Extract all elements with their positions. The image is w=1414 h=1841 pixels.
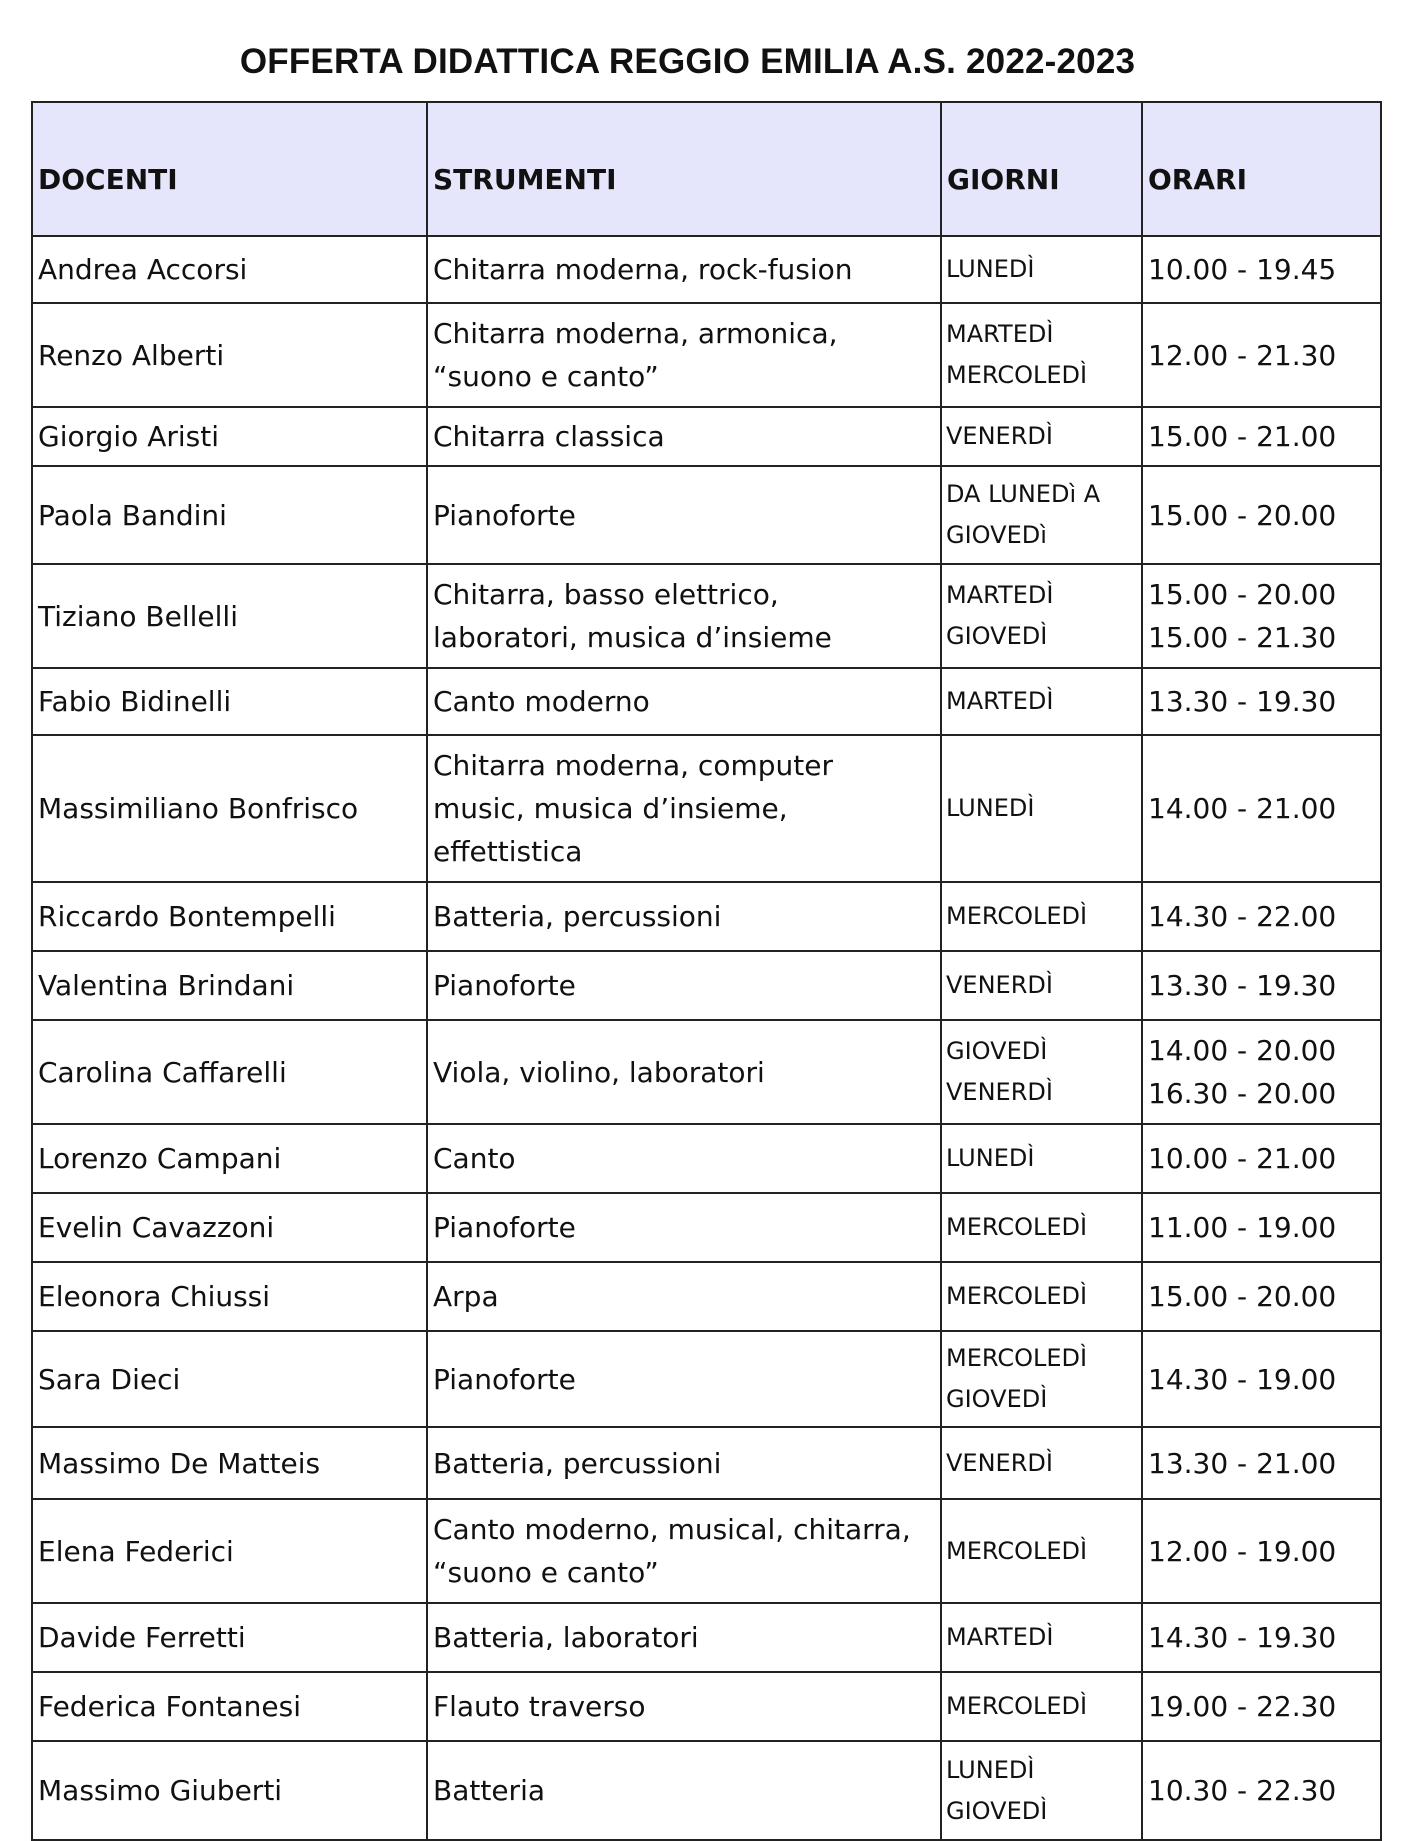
hours-cell-line: 16.30 - 20.00 (1148, 1077, 1337, 1110)
days-cell-line: MERCOLEDÌ (946, 1282, 1088, 1310)
days-cell-line: MARTEDÌ (946, 581, 1054, 609)
hours-cell (1142, 1124, 1381, 1193)
days-cell-line: LUNEDÌ (946, 255, 1035, 283)
table-row (32, 882, 1381, 951)
teacher-cell: Fabio Bidinelli (32, 668, 427, 735)
teacher-cell: Federica Fontanesi (32, 1672, 427, 1741)
hours-cell (1142, 1262, 1381, 1331)
table-row (32, 1603, 1381, 1672)
table-row (32, 1262, 1381, 1331)
days-cell-line: GIOVEDÌ (946, 1385, 1048, 1413)
hours-cell-line: 10.00 - 19.45 (1148, 253, 1337, 286)
hours-cell-line: 10.00 - 21.00 (1148, 1142, 1337, 1175)
instruments-cell-line: Pianoforte (433, 969, 576, 1002)
hours-cell-line: 13.30 - 21.00 (1148, 1446, 1337, 1480)
days-cell (941, 1427, 1142, 1499)
hours-cell-line: 11.00 - 19.00 (1148, 1211, 1337, 1244)
page-title: OFFERTA DIDATTICA REGGIO EMILIA A.S. 2022-2023 (239, 42, 1136, 81)
table-row (32, 1427, 1381, 1499)
days-cell-line: LUNEDÌ (946, 794, 1035, 822)
days-cell (941, 564, 1142, 668)
hours-cell-line: 12.00 - 21.30 (1148, 338, 1337, 372)
hours-cell-line: 15.00 - 21.00 (1148, 420, 1337, 453)
days-cell-line: VENERDÌ (946, 422, 1053, 450)
instruments-cell-line: “suono e canto” (433, 360, 659, 393)
hours-cell-line: 14.30 - 19.30 (1148, 1621, 1337, 1654)
instruments-cell (427, 1427, 941, 1499)
instruments-cell (427, 466, 941, 564)
header-hours: ORARI (1142, 102, 1381, 236)
days-cell (941, 407, 1142, 466)
header-row (32, 102, 1381, 236)
instruments-cell (427, 1741, 941, 1840)
days-cell-line: MERCOLEDÌ (946, 902, 1088, 930)
hours-cell-line: 19.00 - 22.30 (1148, 1690, 1337, 1723)
instruments-cell-line: Canto (433, 1142, 516, 1175)
hours-cell (1142, 236, 1381, 303)
instruments-cell-line: Chitarra moderna, rock-fusion (433, 253, 853, 286)
instruments-cell-line: Batteria, percussioni (433, 1446, 722, 1480)
days-cell (941, 1020, 1142, 1124)
days-cell-line: VENERDÌ (946, 971, 1053, 999)
hours-cell (1142, 1020, 1381, 1124)
teacher-cell: Massimo Giuberti (32, 1741, 427, 1840)
schedule-table (31, 101, 1382, 1841)
days-cell-line: GIOVEDÌ (946, 1796, 1048, 1825)
days-cell (941, 236, 1142, 303)
table-row (32, 951, 1381, 1020)
instruments-cell (427, 1020, 941, 1124)
hours-cell (1142, 735, 1381, 882)
schedule-body (32, 236, 1381, 1840)
hours-cell (1142, 882, 1381, 951)
days-cell (941, 1193, 1142, 1262)
teacher-cell: Carolina Caffarelli (32, 1020, 427, 1124)
days-cell (941, 1331, 1142, 1427)
instruments-cell (427, 564, 941, 668)
table-row (32, 407, 1381, 466)
hours-cell-line: 15.00 - 20.00 (1148, 578, 1337, 611)
teacher-cell: Giorgio Aristi (32, 407, 427, 466)
hours-cell (1142, 1331, 1381, 1427)
hours-cell-line: 15.00 - 21.30 (1148, 621, 1337, 654)
instruments-cell-line: Viola, violino, laboratori (433, 1055, 765, 1089)
instruments-cell-line: Chitarra, basso elettrico, (433, 578, 779, 611)
instruments-cell-line: Flauto traverso (433, 1690, 646, 1723)
header-instruments: STRUMENTI (427, 102, 941, 236)
teacher-cell: Massimo De Matteis (32, 1427, 427, 1499)
hours-cell (1142, 1741, 1381, 1840)
hours-cell (1142, 1499, 1381, 1603)
hours-cell (1142, 564, 1381, 668)
instruments-cell-line: Arpa (433, 1280, 499, 1313)
teacher-cell: Valentina Brindani (32, 951, 427, 1020)
days-cell-line: MERCOLEDÌ (946, 1536, 1088, 1565)
instruments-cell (427, 1603, 941, 1672)
table-row (32, 1741, 1381, 1840)
hours-cell-line: 14.00 - 20.00 (1148, 1034, 1337, 1067)
instruments-cell-line: Pianoforte (433, 1211, 576, 1244)
days-cell-line: GIOVEDÌ (946, 1037, 1048, 1065)
teacher-cell: Tiziano Bellelli (32, 564, 427, 668)
hours-cell (1142, 407, 1381, 466)
instruments-cell-line: laboratori, musica d’insieme (433, 621, 832, 654)
instruments-cell-line: Chitarra classica (433, 420, 665, 453)
hours-cell-line: 14.30 - 19.00 (1148, 1362, 1337, 1396)
table-row (32, 236, 1381, 303)
teacher-cell: Andrea Accorsi (32, 236, 427, 303)
instruments-cell (427, 1672, 941, 1741)
table-row (32, 564, 1381, 668)
days-cell (941, 466, 1142, 564)
instruments-cell-line: Pianoforte (433, 1362, 576, 1396)
teacher-cell: Paola Bandini (32, 466, 427, 564)
hours-cell (1142, 1193, 1381, 1262)
teacher-cell: Renzo Alberti (32, 303, 427, 407)
teacher-cell: Lorenzo Campani (32, 1124, 427, 1193)
instruments-cell (427, 1124, 941, 1193)
hours-cell-line: 14.30 - 22.00 (1148, 900, 1337, 933)
days-cell-line: DA LUNEDì A (946, 480, 1101, 508)
table-row (32, 1193, 1381, 1262)
hours-cell-line: 13.30 - 19.30 (1148, 685, 1337, 718)
hours-cell (1142, 951, 1381, 1020)
hours-cell-line: 13.30 - 19.30 (1148, 969, 1337, 1002)
days-cell (941, 1262, 1142, 1331)
days-cell (941, 882, 1142, 951)
days-cell-line: GIOVEDì (946, 521, 1047, 549)
hours-cell (1142, 1603, 1381, 1672)
days-cell (941, 1603, 1142, 1672)
days-cell-line: MERCOLEDÌ (946, 1344, 1088, 1372)
hours-cell (1142, 668, 1381, 735)
days-cell-line: MERCOLEDÌ (946, 1692, 1088, 1720)
teacher-cell: Evelin Cavazzoni (32, 1193, 427, 1262)
hours-cell (1142, 1672, 1381, 1741)
teacher-cell: Massimiliano Bonfrisco (32, 735, 427, 882)
days-cell-line: MARTEDÌ (946, 687, 1054, 715)
instruments-cell (427, 1193, 941, 1262)
instruments-cell-line: music, musica d’insieme, (433, 792, 788, 825)
instruments-cell (427, 668, 941, 735)
instruments-cell (427, 735, 941, 882)
table-row (32, 303, 1381, 407)
days-cell (941, 735, 1142, 882)
hours-cell (1142, 303, 1381, 407)
days-cell (941, 1672, 1142, 1741)
instruments-cell-line: Batteria, laboratori (433, 1621, 699, 1654)
days-cell-line: MARTEDÌ (946, 320, 1054, 348)
hours-cell (1142, 1427, 1381, 1499)
table-row (32, 735, 1381, 882)
table-row (32, 466, 1381, 564)
teacher-cell: Sara Dieci (32, 1331, 427, 1427)
instruments-cell (427, 1262, 941, 1331)
teacher-cell: Riccardo Bontempelli (32, 882, 427, 951)
instruments-cell (427, 303, 941, 407)
days-cell-line: MERCOLEDÌ (946, 361, 1088, 389)
instruments-cell-line: Chitarra moderna, computer (433, 749, 833, 782)
instruments-cell-line: Chitarra moderna, armonica, (433, 317, 838, 350)
hours-cell-line: 12.00 - 19.00 (1148, 1534, 1337, 1568)
instruments-cell-line: “suono e canto” (433, 1556, 659, 1589)
table-row (32, 1124, 1381, 1193)
instruments-cell (427, 407, 941, 466)
table-row (32, 668, 1381, 735)
days-cell (941, 1124, 1142, 1193)
days-cell (941, 1499, 1142, 1603)
teacher-cell: Davide Ferretti (32, 1603, 427, 1672)
header-teachers: DOCENTI (32, 102, 427, 236)
days-cell (941, 303, 1142, 407)
instruments-cell-line: Canto moderno, musical, chitarra, (433, 1513, 911, 1546)
days-cell-line: VENERDÌ (946, 1448, 1053, 1477)
hours-cell-line: 10.30 - 22.30 (1148, 1774, 1337, 1807)
header-days: GIORNI (941, 102, 1142, 236)
instruments-cell (427, 1499, 941, 1603)
instruments-cell (427, 951, 941, 1020)
table-row (32, 1499, 1381, 1603)
days-cell (941, 1741, 1142, 1840)
instruments-cell (427, 236, 941, 303)
table-row (32, 1331, 1381, 1427)
hours-cell-line: 14.00 - 21.00 (1148, 792, 1337, 825)
hours-cell-line: 15.00 - 20.00 (1148, 498, 1337, 532)
instruments-cell (427, 1331, 941, 1427)
days-cell (941, 951, 1142, 1020)
instruments-cell-line: Pianoforte (433, 498, 576, 532)
hours-cell (1142, 466, 1381, 564)
days-cell (941, 668, 1142, 735)
table-row (32, 1672, 1381, 1741)
days-cell-line: LUNEDÌ (946, 1144, 1035, 1172)
instruments-cell-line: effettistica (433, 835, 583, 868)
instruments-cell-line: Batteria (433, 1774, 545, 1807)
days-cell-line: LUNEDÌ (946, 1755, 1035, 1784)
days-cell-line: MERCOLEDÌ (946, 1213, 1088, 1241)
teacher-cell: Elena Federici (32, 1499, 427, 1603)
days-cell-line: VENERDÌ (946, 1078, 1053, 1106)
instruments-cell-line: Batteria, percussioni (433, 900, 722, 933)
instruments-cell-line: Canto moderno (433, 685, 650, 718)
teacher-cell: Eleonora Chiussi (32, 1262, 427, 1331)
table-row (32, 1020, 1381, 1124)
hours-cell-line: 15.00 - 20.00 (1148, 1280, 1337, 1313)
days-cell-line: MARTEDÌ (946, 1623, 1054, 1651)
instruments-cell (427, 882, 941, 951)
days-cell-line: GIOVEDÌ (946, 622, 1048, 650)
